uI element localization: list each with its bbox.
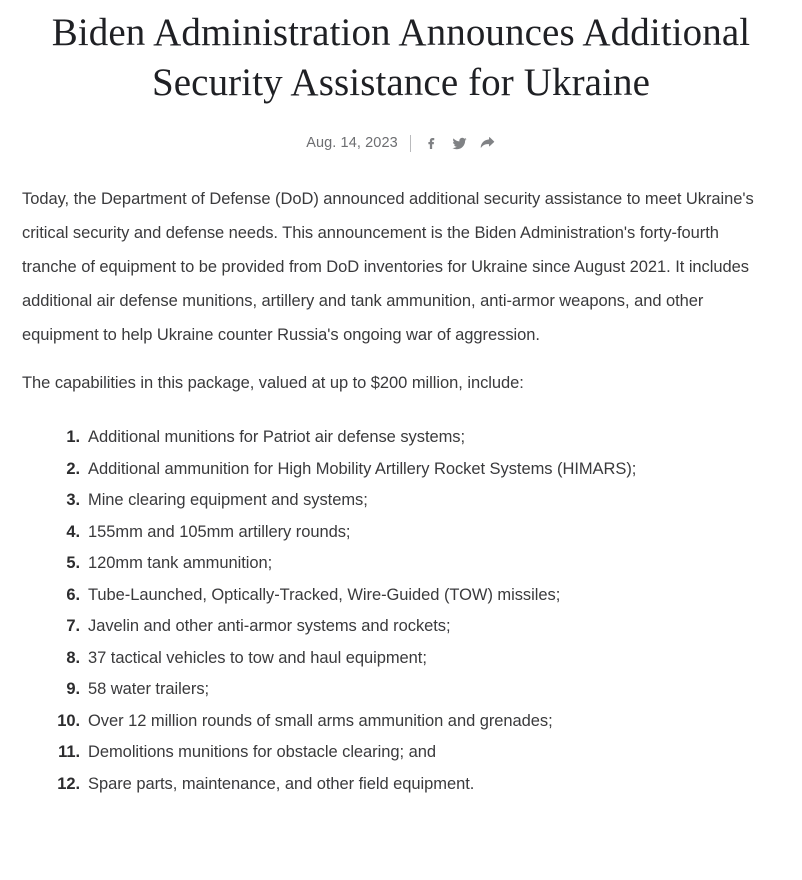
list-item-number: 8. — [66, 648, 80, 667]
social-share-group — [423, 135, 496, 152]
list-item-number: 9. — [66, 680, 80, 698]
article-meta — [0, 132, 802, 154]
list-item — [22, 615, 772, 637]
list-item-number: 4. — [66, 522, 80, 541]
list-item-number: 10. — [57, 711, 80, 730]
list-item-label: Additional munitions for Patriot air defense systems; — [88, 428, 466, 446]
list-item-label: 58 water trailers; — [88, 680, 210, 698]
list-item-number: 2. — [66, 459, 80, 478]
capabilities-list — [22, 426, 772, 795]
share-icon[interactable] — [479, 135, 496, 152]
twitter-icon[interactable] — [451, 135, 468, 152]
list-item-number: 7. — [66, 617, 80, 635]
list-item-number: 1. — [66, 428, 80, 446]
list-item — [22, 647, 772, 669]
list-item — [22, 489, 772, 511]
list-item — [22, 678, 772, 700]
list-item — [22, 710, 772, 732]
list-item — [22, 773, 772, 795]
list-item-label: Javelin and other anti-armor systems and rockets; — [88, 617, 451, 635]
list-item — [22, 458, 772, 480]
list-item-label: Over 12 million rounds of small arms ammunition and grenades; — [88, 711, 553, 730]
list-item-number: 12. — [57, 774, 80, 793]
list-item-label: 120mm tank ammunition; — [88, 554, 273, 572]
list-item — [22, 521, 772, 543]
list-item — [22, 552, 772, 574]
article-body — [0, 182, 802, 795]
publish-date: Aug. 14, 2023 — [306, 135, 398, 151]
list-item-label: Spare parts, maintenance, and other field equipment. — [88, 774, 475, 793]
list-item — [22, 584, 772, 606]
list-item-label: Tube-Launched, Optically-Tracked, Wire-Guided (TOW) missiles; — [88, 585, 561, 604]
list-item-label: 155mm and 105mm artillery rounds; — [88, 522, 351, 541]
list-item — [22, 426, 772, 448]
list-item — [22, 741, 772, 763]
list-item-number: 5. — [66, 554, 80, 572]
list-item-label: 37 tactical vehicles to tow and haul equipment; — [88, 648, 427, 667]
paragraph-package-value: The capabilities in this package, valued at up to $200 million, include: — [22, 374, 524, 392]
list-item-number: 3. — [66, 491, 80, 509]
list-item-label: Demolitions munitions for obstacle clearing; and — [88, 743, 436, 761]
list-item-number: 6. — [66, 585, 80, 604]
list-item-label: Additional ammunition for High Mobility Artillery Rocket Systems (HIMARS); — [88, 459, 637, 478]
meta-divider — [410, 135, 411, 152]
list-item-label: Mine clearing equipment and systems; — [88, 491, 368, 509]
paragraph-intro: Today, the Department of Defense (DoD) announced additional security assistance to meet Ukraine's critical security and defense needs. This announcement is the Biden Administration's forty-fourth tranche of equipment to be provided from DoD inventories for Ukraine since August 2021. It includes additional air defense munitions, artillery and tank ammunition, anti-armor weapons, and other equipment to help Ukraine counter Russia's ongoing war of aggression. — [22, 190, 754, 344]
facebook-icon[interactable] — [423, 135, 440, 152]
page-title: Biden Administration Announces Additional Security Assistance for Ukraine — [51, 11, 751, 104]
list-item-number: 11. — [58, 743, 80, 761]
